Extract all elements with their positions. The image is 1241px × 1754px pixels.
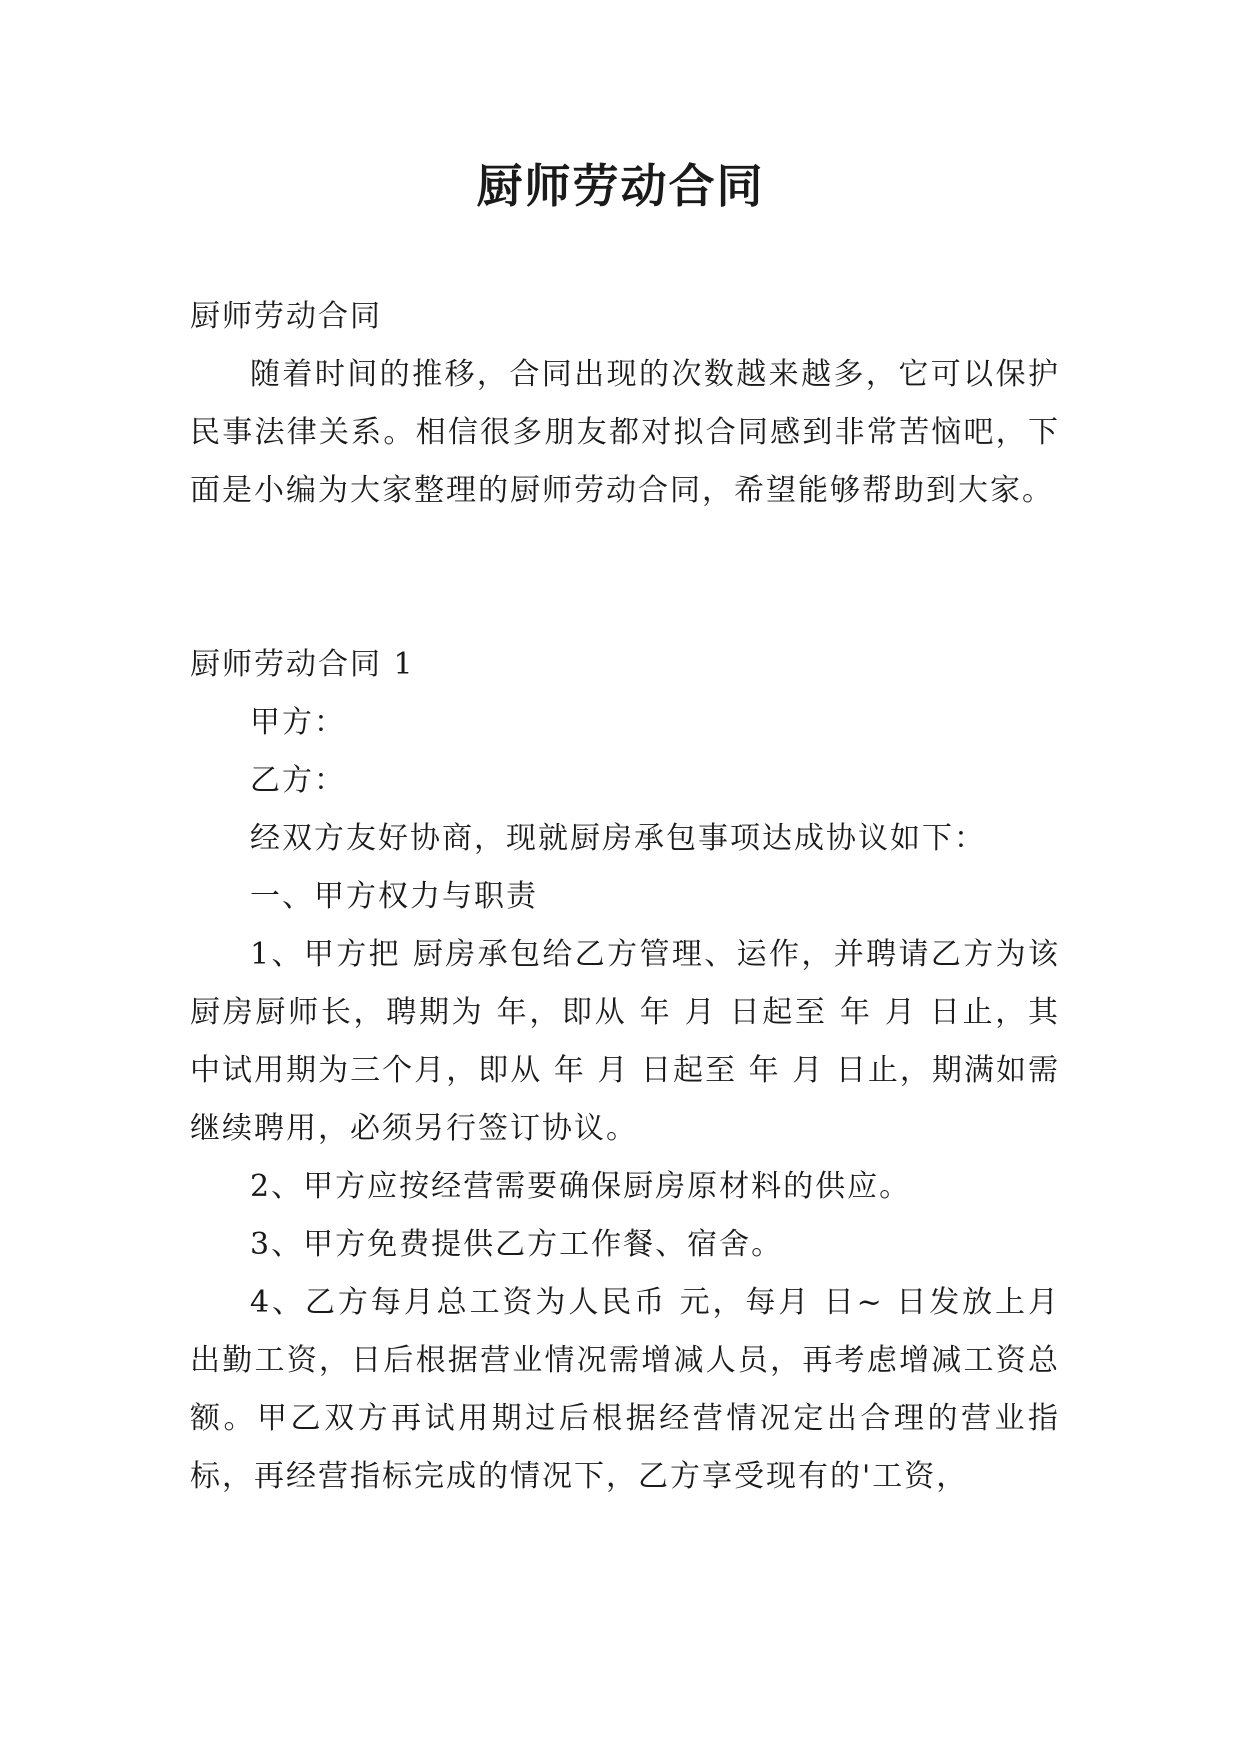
clause-item: 1、甲方把 厨房承包给乙方管理、运作，并聘请乙方为该厨房厨师长，聘期为 年，即从 年 月 日起至 年 月 日止，其中试用期为三个月，即从 年 月 日起至 年 月 日止，期满如需继续聘用，必须另行签订协议。 [190, 937, 1060, 1146]
document-body [190, 288, 1060, 1506]
party-b-line: 乙方： [250, 763, 346, 798]
agreement-intro: 经双方友好协商，现就厨房承包事项达成协议如下： [250, 821, 986, 856]
section-heading: 厨师劳动合同 1 [190, 647, 415, 682]
clause-item: 2、甲方应按经营需要确保厨房原材料的供应。 [250, 1169, 912, 1204]
clause-heading: 一、甲方权力与职责 [250, 879, 538, 914]
party-a-line: 甲方： [250, 705, 346, 740]
intro-paragraph: 随着时间的推移，合同出现的次数越来越多，它可以保护民事法律关系。相信很多朋友都对拟合同感到非常苦恼吧，下面是小编为大家整理的厨师劳动合同，希望能够帮助到大家。 [190, 357, 1060, 508]
intro-heading: 厨师劳动合同 [190, 299, 382, 334]
section-spacer [190, 520, 1060, 636]
clause-item: 3、甲方免费提供乙方工作餐、宿舍。 [250, 1227, 784, 1262]
document-title: 厨师劳动合同 [476, 159, 765, 213]
clause-item: 4、乙方每月总工资为人民币 元，每月 日~ 日发放上月出勤工资，日后根据营业情况需增减人员，再考虑增减工资总额。甲乙双方再试用期过后根据经营情况定出合理的营业指标，再经营指标完成的情况下，乙方享受现有的'工资， [190, 1285, 1060, 1494]
